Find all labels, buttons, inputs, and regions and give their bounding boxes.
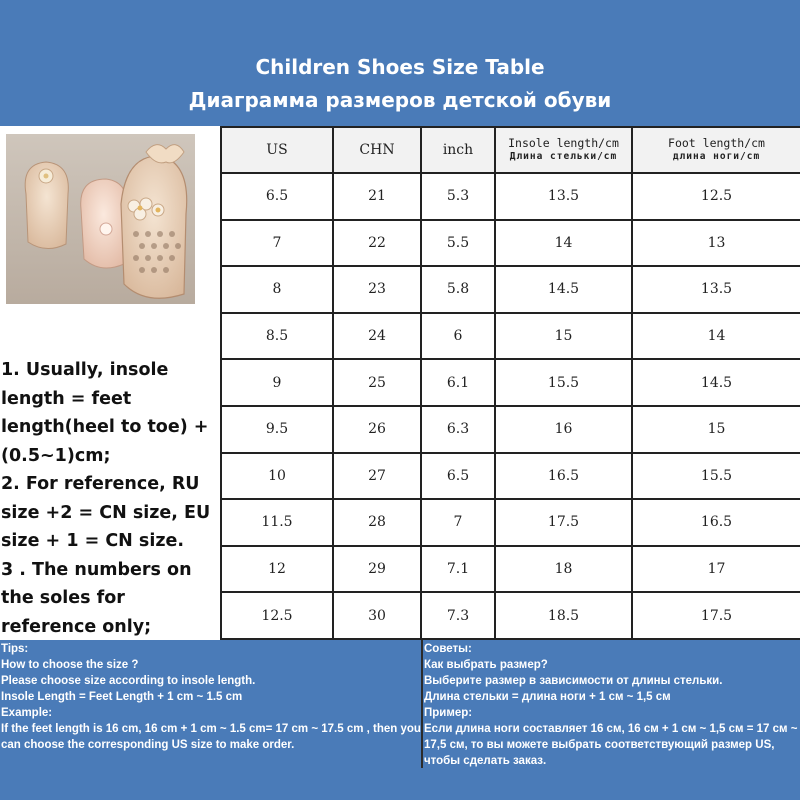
cell-inch: 6.3 <box>421 406 495 453</box>
cell-chn: 24 <box>333 313 421 360</box>
tips-line: Tips: <box>1 643 29 655</box>
cell-chn: 22 <box>333 220 421 267</box>
cell-chn: 30 <box>333 592 421 639</box>
cell-chn: 29 <box>333 546 421 593</box>
cell-foot: 13 <box>632 220 800 267</box>
cell-foot: 16.5 <box>632 499 800 546</box>
table-row <box>221 546 800 593</box>
cell-us: 12.5 <box>221 592 333 639</box>
cell-us: 8.5 <box>221 313 333 360</box>
table-row <box>221 266 800 313</box>
tips-line: Длина стельки = длина ноги + 1 см ~ 1,5 см <box>424 691 671 703</box>
tips-line: How to choose the size ? <box>1 659 139 671</box>
cell-chn: 28 <box>333 499 421 546</box>
cell-insole: 16.5 <box>495 453 632 500</box>
cell-foot: 14 <box>632 313 800 360</box>
children-sandals-photo-icon <box>6 134 195 304</box>
tips-line: Пример: <box>424 707 473 719</box>
header-foot-en: Foot length/cm <box>668 136 765 150</box>
cell-chn: 27 <box>333 453 421 500</box>
product-photo <box>6 134 195 304</box>
cell-chn: 23 <box>333 266 421 313</box>
cell-chn: 21 <box>333 173 421 220</box>
tips-line: Если длина ноги составляет 16 см, 16 см + 1 см ~ 1,5 см = 17 см ~ 17,5 см, то вы можете выбрать соответствующий размер US, чтобы сделать заказ. <box>424 723 798 767</box>
cell-foot: 15.5 <box>632 453 800 500</box>
cell-us: 7 <box>221 220 333 267</box>
header-insole-ru: Длина стельки/cm <box>509 151 618 162</box>
tips-line: Советы: <box>424 643 472 655</box>
tips-line: Please choose size according to insole length. <box>1 675 256 687</box>
cell-foot: 17.5 <box>632 592 800 639</box>
note-item: 1. Usually, insole length = feet length(heel to toe) + (0.5~1)cm; <box>1 360 209 466</box>
table-row <box>221 313 800 360</box>
header-insole-length <box>495 127 632 173</box>
cell-insole: 15 <box>495 313 632 360</box>
left-info-panel <box>0 126 220 640</box>
table-row <box>221 453 800 500</box>
cell-us: 12 <box>221 546 333 593</box>
cell-inch: 6.1 <box>421 359 495 406</box>
cell-inch: 6 <box>421 313 495 360</box>
header-us: US <box>221 127 333 173</box>
table-row <box>221 220 800 267</box>
tips-english <box>1 641 421 753</box>
size-table-container <box>220 126 800 640</box>
cell-chn: 26 <box>333 406 421 453</box>
tips-line: Как выбрать размер? <box>424 659 548 671</box>
table-row <box>221 499 800 546</box>
tips-line: If the feet length is 16 cm, 16 cm + 1 cm ~ 1.5 cm= 17 cm ~ 17.5 cm , then you can choose the corresponding US size to make order. <box>1 723 421 751</box>
table-body <box>221 173 800 639</box>
table-header-row <box>221 127 800 173</box>
cell-us: 11.5 <box>221 499 333 546</box>
cell-insole: 16 <box>495 406 632 453</box>
cell-inch: 7 <box>421 499 495 546</box>
size-table <box>220 126 800 640</box>
table-row <box>221 173 800 220</box>
tips-russian <box>424 641 800 769</box>
header-foot-ru: длина ноги/cm <box>672 151 761 162</box>
table-row <box>221 359 800 406</box>
cell-us: 9.5 <box>221 406 333 453</box>
table-row <box>221 406 800 453</box>
title-russian: Диаграмма размеров детской обуви <box>188 88 612 112</box>
cell-us: 10 <box>221 453 333 500</box>
cell-us: 6.5 <box>221 173 333 220</box>
tips-line: Insole Length = Feet Length + 1 cm ~ 1.5 cm <box>1 691 243 703</box>
cell-inch: 5.8 <box>421 266 495 313</box>
cell-foot: 17 <box>632 546 800 593</box>
cell-insole: 15.5 <box>495 359 632 406</box>
cell-insole: 18.5 <box>495 592 632 639</box>
cell-us: 9 <box>221 359 333 406</box>
cell-insole: 13.5 <box>495 173 632 220</box>
note-item: 2. For reference, RU size +2 = CN size, EU size + 1 = CN size. <box>1 474 211 551</box>
header-banner <box>0 0 800 126</box>
tips-divider <box>421 640 423 768</box>
cell-inch: 5.5 <box>421 220 495 267</box>
cell-inch: 6.5 <box>421 453 495 500</box>
cell-chn: 25 <box>333 359 421 406</box>
tips-line: Example: <box>1 707 53 719</box>
header-chn: CHN <box>333 127 421 173</box>
note-item: 3 . The numbers on the soles for reference only; <box>1 559 192 637</box>
cell-inch: 7.1 <box>421 546 495 593</box>
cell-foot: 12.5 <box>632 173 800 220</box>
title-english: Children Shoes Size Table <box>255 55 545 79</box>
tips-section <box>0 640 800 800</box>
header-inch: inch <box>421 127 495 173</box>
cell-foot: 15 <box>632 406 800 453</box>
cell-inch: 5.3 <box>421 173 495 220</box>
size-notes <box>1 356 220 641</box>
cell-insole: 14.5 <box>495 266 632 313</box>
cell-us: 8 <box>221 266 333 313</box>
cell-foot: 14.5 <box>632 359 800 406</box>
cell-inch: 7.3 <box>421 592 495 639</box>
cell-insole: 18 <box>495 546 632 593</box>
tips-line: Выберите размер в зависимости от длины стельки. <box>424 675 723 687</box>
cell-insole: 14 <box>495 220 632 267</box>
table-row <box>221 592 800 639</box>
cell-insole: 17.5 <box>495 499 632 546</box>
header-insole-en: Insole length/cm <box>508 136 619 150</box>
header-foot-length <box>632 127 800 173</box>
cell-foot: 13.5 <box>632 266 800 313</box>
